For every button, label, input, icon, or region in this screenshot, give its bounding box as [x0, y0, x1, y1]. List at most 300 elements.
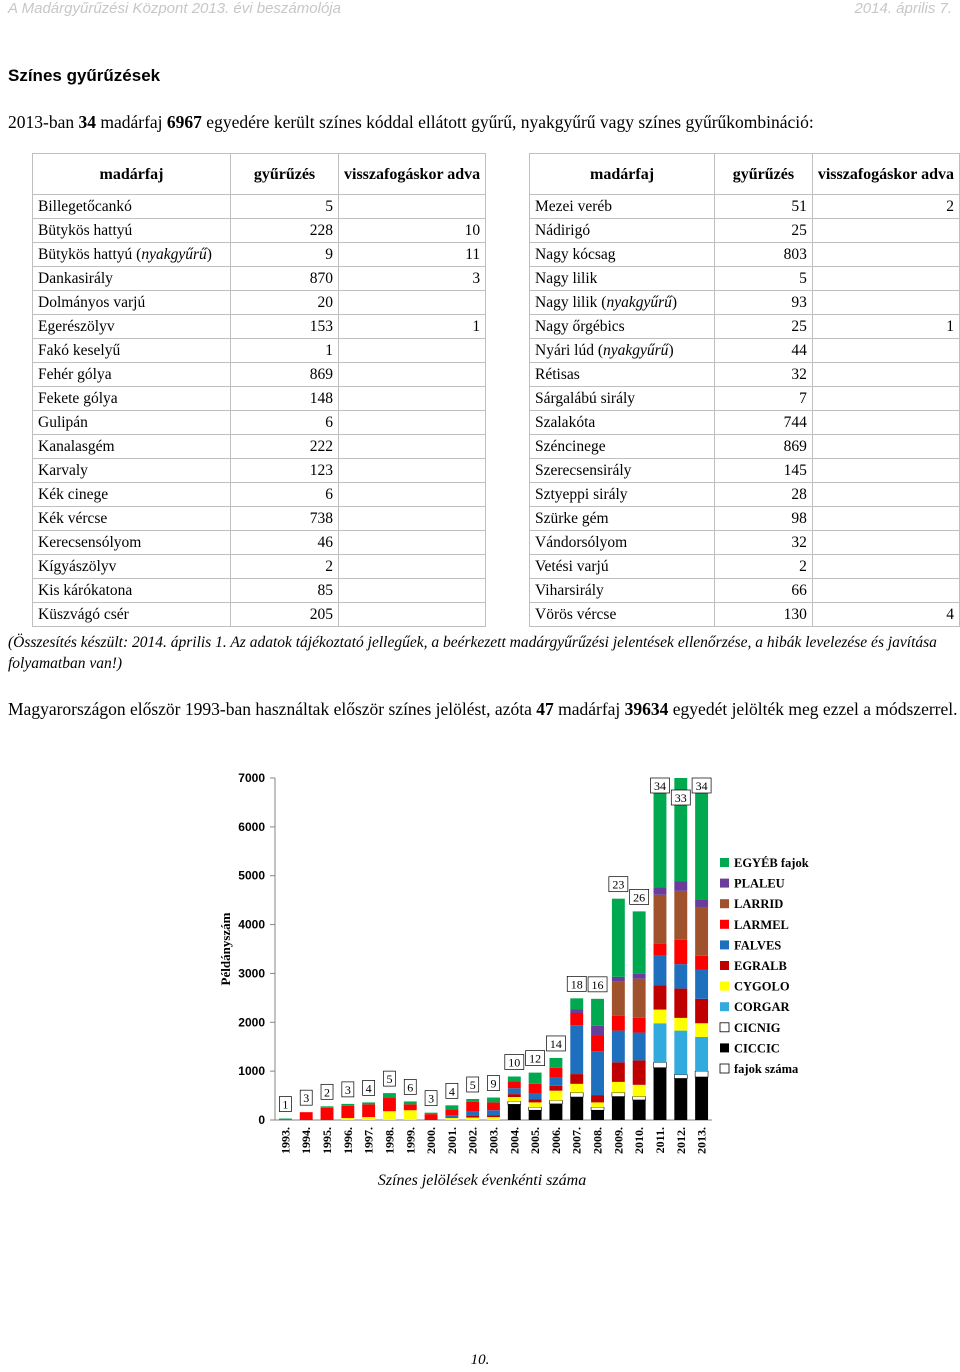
ringing-cell: 145 [715, 459, 813, 483]
bar-segment [674, 989, 687, 1018]
bar-segment [633, 1033, 646, 1061]
header-right: 2014. április 7. [854, 0, 952, 17]
bar-segment [341, 1118, 354, 1120]
x-tick-label: 2003. [486, 1127, 501, 1154]
recapture-cell [812, 339, 959, 363]
species-cell: Vándorsólyom [530, 531, 715, 555]
table-row [33, 339, 486, 363]
species-cell: Dolmányos varjú [33, 291, 231, 315]
recapture-cell [339, 195, 486, 219]
bar-segment [633, 974, 646, 979]
bar-segment [633, 1097, 646, 1100]
bar-segment [549, 1068, 562, 1077]
recapture-cell [812, 363, 959, 387]
bar-segment [695, 899, 708, 907]
bar-segment [321, 1108, 334, 1120]
legend-label: LARMEL [734, 917, 789, 932]
species-cell: Rétisas [530, 363, 715, 387]
legend-swatch [720, 940, 729, 949]
bar-segment [654, 1010, 667, 1024]
species-cell: Szürke gém [530, 507, 715, 531]
bar-segment [633, 911, 646, 974]
bar-segment [654, 985, 667, 1009]
bar-segment [612, 1093, 625, 1097]
species-count-label: 3 [344, 1082, 351, 1097]
species-cell: Bütykös hattyú [33, 219, 231, 243]
bar-segment [508, 1081, 521, 1088]
ringing-cell: 6 [231, 483, 339, 507]
legend-swatch [720, 1043, 729, 1052]
header-left: A Madárgyűrűzési Központ 2013. évi beszámolója [8, 0, 341, 17]
bar-segment [321, 1106, 334, 1107]
recapture-cell [812, 219, 959, 243]
recapture-cell [339, 411, 486, 435]
species-cell: Fehér gólya [33, 363, 231, 387]
bar-segment [549, 1091, 562, 1101]
bar-segment [549, 1086, 562, 1091]
bar-segment [674, 1078, 687, 1120]
species-cell: Vörös vércse [530, 603, 715, 627]
ringing-cell: 85 [231, 579, 339, 603]
species-count-label: 6 [407, 1080, 414, 1095]
table-row [530, 267, 960, 291]
species-count-label: 26 [633, 890, 646, 905]
table-row [33, 243, 486, 267]
bar-segment [612, 977, 625, 982]
species-cell: Szerecsensirály [530, 459, 715, 483]
bar-segment [487, 1110, 500, 1115]
bar-segment [508, 1077, 521, 1082]
species-count-label: 9 [490, 1076, 497, 1091]
column-header-recapture: visszafogáskor adva [812, 154, 959, 195]
recapture-cell: 1 [812, 315, 959, 339]
bar-segment [695, 970, 708, 999]
bar-segment [383, 1111, 396, 1120]
y-tick-label: 6000 [238, 819, 265, 834]
table-row [530, 507, 960, 531]
table-row [33, 219, 486, 243]
stacked-bar-chart [0, 760, 960, 1200]
legend-label: PLALEU [734, 876, 785, 891]
bar-segment [591, 1095, 604, 1102]
recapture-cell [339, 387, 486, 411]
legend-label: CORGAR [734, 1000, 790, 1015]
x-tick-label: 2000. [424, 1127, 439, 1154]
ringing-cell: 130 [715, 603, 813, 627]
table-row [530, 243, 960, 267]
table-row [530, 603, 960, 627]
ringing-cell: 5 [715, 267, 813, 291]
bar-segment [508, 1097, 521, 1101]
bar-segment [487, 1102, 500, 1110]
ringing-cell: 2 [715, 555, 813, 579]
bar-segment [674, 1031, 687, 1075]
bar-segment [695, 1071, 708, 1077]
table-row [33, 555, 486, 579]
ringing-cell: 20 [231, 291, 339, 315]
bar-segment [508, 1101, 521, 1104]
y-tick-label: 4000 [238, 917, 265, 932]
recapture-cell [812, 411, 959, 435]
column-header-species: madárfaj [530, 154, 715, 195]
bar-segment [529, 1073, 542, 1084]
species-cell: Mezei veréb [530, 195, 715, 219]
recapture-cell [339, 363, 486, 387]
species-cell: Kerecsensólyom [33, 531, 231, 555]
table-row [530, 483, 960, 507]
x-axis-title: Színes jelölések évenkénti száma [377, 1172, 587, 1189]
table-row [530, 555, 960, 579]
species-cell: Széncinege [530, 435, 715, 459]
x-tick-label: 2001. [444, 1127, 459, 1154]
species-count-label: 5 [469, 1077, 476, 1092]
species-count-label: 34 [653, 779, 666, 793]
recapture-cell [812, 291, 959, 315]
species-cell: Nyári lúd (nyakgyűrű) [530, 339, 715, 363]
bar-segment [341, 1104, 354, 1106]
bar-segment [529, 1084, 542, 1094]
bar-segment [674, 1075, 687, 1079]
bar-segment [487, 1117, 500, 1120]
bar-segment [612, 1016, 625, 1031]
legend-swatch [720, 961, 729, 970]
species-count-label: 23 [612, 877, 625, 892]
ringing-cell: 28 [715, 483, 813, 507]
species-cell: Nádirigó [530, 219, 715, 243]
table-row [33, 315, 486, 339]
table-note: (Összesítés készült: 2014. április 1. Az adatok tájékoztató jellegűek, a beérkezett madárgyűrűzési jelentések ellenőrzése, a hibák levelezése és javítása folyamatban van!) [8, 634, 937, 672]
ringing-cell: 32 [715, 363, 813, 387]
species-cell: Viharsirály [530, 579, 715, 603]
bar-segment [591, 1026, 604, 1036]
bar-segment [549, 1077, 562, 1086]
species-cell: Sárgalábú sirály [530, 387, 715, 411]
bar-segment [404, 1110, 417, 1120]
bar-segment [466, 1116, 479, 1118]
legend-swatch [720, 879, 729, 888]
x-tick-label: 2006. [548, 1127, 563, 1154]
bar-segment [362, 1104, 375, 1117]
species-count-label: 2 [324, 1085, 331, 1100]
bar-segment [612, 1031, 625, 1063]
recapture-cell: 11 [339, 243, 486, 267]
ringing-cell: 51 [715, 195, 813, 219]
table-row [530, 315, 960, 339]
ringing-cell: 66 [715, 579, 813, 603]
x-tick-label: 2002. [465, 1127, 480, 1154]
recapture-cell [812, 435, 959, 459]
bar-segment [612, 982, 625, 1016]
table-row [530, 459, 960, 483]
table-row [530, 387, 960, 411]
bar-segment [570, 1009, 583, 1013]
species-cell: Kis kárókatona [33, 579, 231, 603]
species-count-label: 12 [529, 1051, 542, 1066]
x-tick-label: 1997. [361, 1127, 376, 1154]
recapture-cell [339, 555, 486, 579]
ringing-cell: 1 [231, 339, 339, 363]
table-row [33, 603, 486, 627]
x-tick-label: 2010. [632, 1127, 647, 1154]
ringing-cell: 222 [231, 435, 339, 459]
species-count-label: 33 [674, 791, 687, 805]
intro-paragraph: 2013-ban 34 madárfaj 6967 egyedére került színes kóddal ellátott gyűrű, nyakgyűrű vagy színes gyűrűkombináció: [8, 112, 814, 132]
species-count-label: 4 [365, 1081, 372, 1096]
species-cell: Fakó keselyű [33, 339, 231, 363]
bar-segment [529, 1099, 542, 1102]
recapture-cell: 1 [339, 315, 486, 339]
table-row [33, 579, 486, 603]
bar-segment [362, 1117, 375, 1120]
bar-segment [654, 895, 667, 944]
ringing-cell: 148 [231, 387, 339, 411]
column-header-species: madárfaj [33, 154, 231, 195]
legend-label: CICCIC [734, 1041, 780, 1056]
bar-segment [633, 1060, 646, 1084]
bar-segment [654, 887, 667, 894]
ringing-cell: 9 [231, 243, 339, 267]
legend-swatch [720, 899, 729, 908]
recapture-cell: 10 [339, 219, 486, 243]
ringing-cell: 205 [231, 603, 339, 627]
table-row [33, 291, 486, 315]
species-count-label: 5 [386, 1072, 393, 1087]
bar-segment [425, 1114, 438, 1120]
species-cell: Billegetőcankó [33, 195, 231, 219]
species-count-label: 10 [508, 1055, 521, 1070]
ringing-cell: 6 [231, 411, 339, 435]
bar-segment [612, 1062, 625, 1082]
bar-segment [674, 940, 687, 964]
ringing-cell: 738 [231, 507, 339, 531]
bar-segment [570, 1097, 583, 1120]
recapture-cell [339, 507, 486, 531]
ringing-cell: 123 [231, 459, 339, 483]
bar-segment [404, 1101, 417, 1104]
bar-segment [674, 881, 687, 891]
x-tick-label: 2011. [652, 1127, 667, 1154]
page-header [8, 0, 952, 22]
bar-segment [549, 1104, 562, 1120]
ringing-cell: 2 [231, 555, 339, 579]
recapture-cell [812, 267, 959, 291]
bar-segment [591, 1035, 604, 1051]
bar-segment [508, 1104, 521, 1120]
recapture-cell [339, 579, 486, 603]
bar-segment [570, 1084, 583, 1093]
legend-swatch [720, 1023, 729, 1032]
table-row [33, 387, 486, 411]
bar-segment [570, 1013, 583, 1025]
species-cell: Kanalasgém [33, 435, 231, 459]
bar-segment [695, 1023, 708, 1037]
ringing-cell: 869 [231, 363, 339, 387]
bar-segment [425, 1113, 438, 1114]
x-tick-label: 1996. [340, 1127, 355, 1154]
bar-segment [591, 999, 604, 1026]
recapture-cell: 2 [812, 195, 959, 219]
species-cell: Egerészölyv [33, 315, 231, 339]
x-tick-label: 2013. [694, 1127, 709, 1154]
recapture-cell: 4 [812, 603, 959, 627]
recapture-cell [339, 483, 486, 507]
species-cell: Bütykös hattyú (nyakgyűrű) [33, 243, 231, 267]
x-tick-label: 2009. [611, 1127, 626, 1154]
ringing-cell: 7 [715, 387, 813, 411]
species-cell: Karvaly [33, 459, 231, 483]
bar-segment [695, 956, 708, 970]
x-tick-label: 2005. [528, 1127, 543, 1154]
column-header-ringing: gyűrűzés [231, 154, 339, 195]
bar-segment [279, 1119, 292, 1120]
table-row [530, 411, 960, 435]
bar-segment [633, 1085, 646, 1097]
y-tick-label: 2000 [238, 1015, 265, 1030]
recapture-cell [812, 483, 959, 507]
bar-segment [570, 998, 583, 1009]
column-header-ringing: gyűrűzés [715, 154, 813, 195]
bar-segment [695, 907, 708, 956]
recapture-cell [812, 387, 959, 411]
bar-segment [612, 899, 625, 977]
bar-segment [529, 1110, 542, 1120]
bar-segment [445, 1115, 458, 1118]
bar-segment [529, 1102, 542, 1107]
bar-segment [300, 1112, 313, 1120]
legend-label: FALVES [734, 938, 782, 953]
bar-segment [404, 1104, 417, 1110]
table-row [530, 291, 960, 315]
recapture-cell [812, 243, 959, 267]
bar-segment [674, 891, 687, 940]
bar-segment [445, 1105, 458, 1109]
bar-segment [508, 1094, 521, 1097]
section-title: Színes gyűrűzések [8, 66, 161, 85]
species-count-label: 3 [303, 1091, 310, 1106]
table-row [530, 435, 960, 459]
bar-segment [466, 1099, 479, 1102]
bar-segment [445, 1109, 458, 1115]
recapture-cell: 3 [339, 267, 486, 291]
table-row [530, 363, 960, 387]
x-tick-label: 1999. [403, 1127, 418, 1154]
x-tick-label: 1994. [299, 1127, 314, 1154]
bar-segment [654, 956, 667, 985]
legend-label: CICNIG [734, 1020, 781, 1035]
bar-segment [466, 1102, 479, 1112]
bar-segment [654, 778, 667, 887]
recapture-cell [339, 339, 486, 363]
bar-segment [362, 1102, 375, 1104]
bar-segment [466, 1118, 479, 1120]
bar-segment [529, 1094, 542, 1100]
legend-label: CYGOLO [734, 979, 790, 994]
ringing-cell: 803 [715, 243, 813, 267]
table-row [33, 363, 486, 387]
table-row [33, 507, 486, 531]
bar-segment [612, 1082, 625, 1093]
bar-segment [654, 1023, 667, 1062]
table-row [33, 435, 486, 459]
bar-segment [674, 964, 687, 988]
species-count-label: 18 [570, 977, 583, 992]
y-axis-title: Példányszám [218, 912, 233, 986]
bar-segment [529, 1107, 542, 1110]
species-cell: Vetési varjú [530, 555, 715, 579]
legend-label: LARRID [734, 897, 784, 912]
species-cell: Nagy lilik [530, 267, 715, 291]
species-cell: Nagy kócsag [530, 243, 715, 267]
ringing-cell: 32 [715, 531, 813, 555]
ringing-cell: 46 [231, 531, 339, 555]
species-count-label: 4 [448, 1084, 455, 1099]
bar-segment [654, 1068, 667, 1120]
bar-segment [591, 1102, 604, 1107]
bar-segment [591, 1110, 604, 1120]
bar-segment [570, 1093, 583, 1097]
x-tick-label: 1995. [320, 1127, 335, 1154]
ringing-cell: 228 [231, 219, 339, 243]
legend-label: EGYÉB fajok [734, 856, 809, 870]
table-row [33, 483, 486, 507]
recapture-cell [812, 507, 959, 531]
recapture-cell [339, 459, 486, 483]
bar-segment [508, 1088, 521, 1094]
table-row [33, 195, 486, 219]
y-tick-label: 1000 [238, 1064, 265, 1079]
species-cell: Szalakóta [530, 411, 715, 435]
bar-segment [695, 999, 708, 1023]
ringing-cell: 25 [715, 315, 813, 339]
legend-swatch [720, 1002, 729, 1011]
bar-segment [487, 1098, 500, 1103]
ringing-cell: 869 [715, 435, 813, 459]
y-tick-label: 7000 [238, 771, 265, 785]
bar-segment [341, 1106, 354, 1118]
bar-segment [674, 1018, 687, 1031]
bar-segment [695, 778, 708, 899]
y-tick-label: 5000 [238, 868, 265, 883]
ringing-cell: 25 [715, 219, 813, 243]
species-cell: Kék cinege [33, 483, 231, 507]
bar-segment [570, 1025, 583, 1074]
x-tick-label: 2004. [507, 1127, 522, 1154]
bar-segment [549, 1058, 562, 1068]
x-tick-label: 2008. [590, 1127, 605, 1154]
bar-segment [445, 1118, 458, 1120]
ringing-cell: 5 [231, 195, 339, 219]
legend-swatch [720, 858, 729, 867]
recapture-cell [812, 555, 959, 579]
bar-segment [570, 1074, 583, 1084]
bar-segment [487, 1115, 500, 1117]
bar-segment [549, 1100, 562, 1103]
ringing-cell: 870 [231, 267, 339, 291]
species-cell: Gulipán [33, 411, 231, 435]
species-table-right [529, 153, 960, 627]
y-tick-label: 3000 [238, 966, 265, 981]
column-header-recapture: visszafogáskor adva [339, 154, 486, 195]
table-row [530, 219, 960, 243]
bar-segment [591, 1107, 604, 1110]
page-number: 10. [470, 1352, 490, 1368]
recapture-cell [812, 459, 959, 483]
recapture-cell [812, 531, 959, 555]
bar-segment [695, 1037, 708, 1071]
species-cell: Dankasirály [33, 267, 231, 291]
bar-segment [383, 1098, 396, 1111]
table-row [530, 579, 960, 603]
